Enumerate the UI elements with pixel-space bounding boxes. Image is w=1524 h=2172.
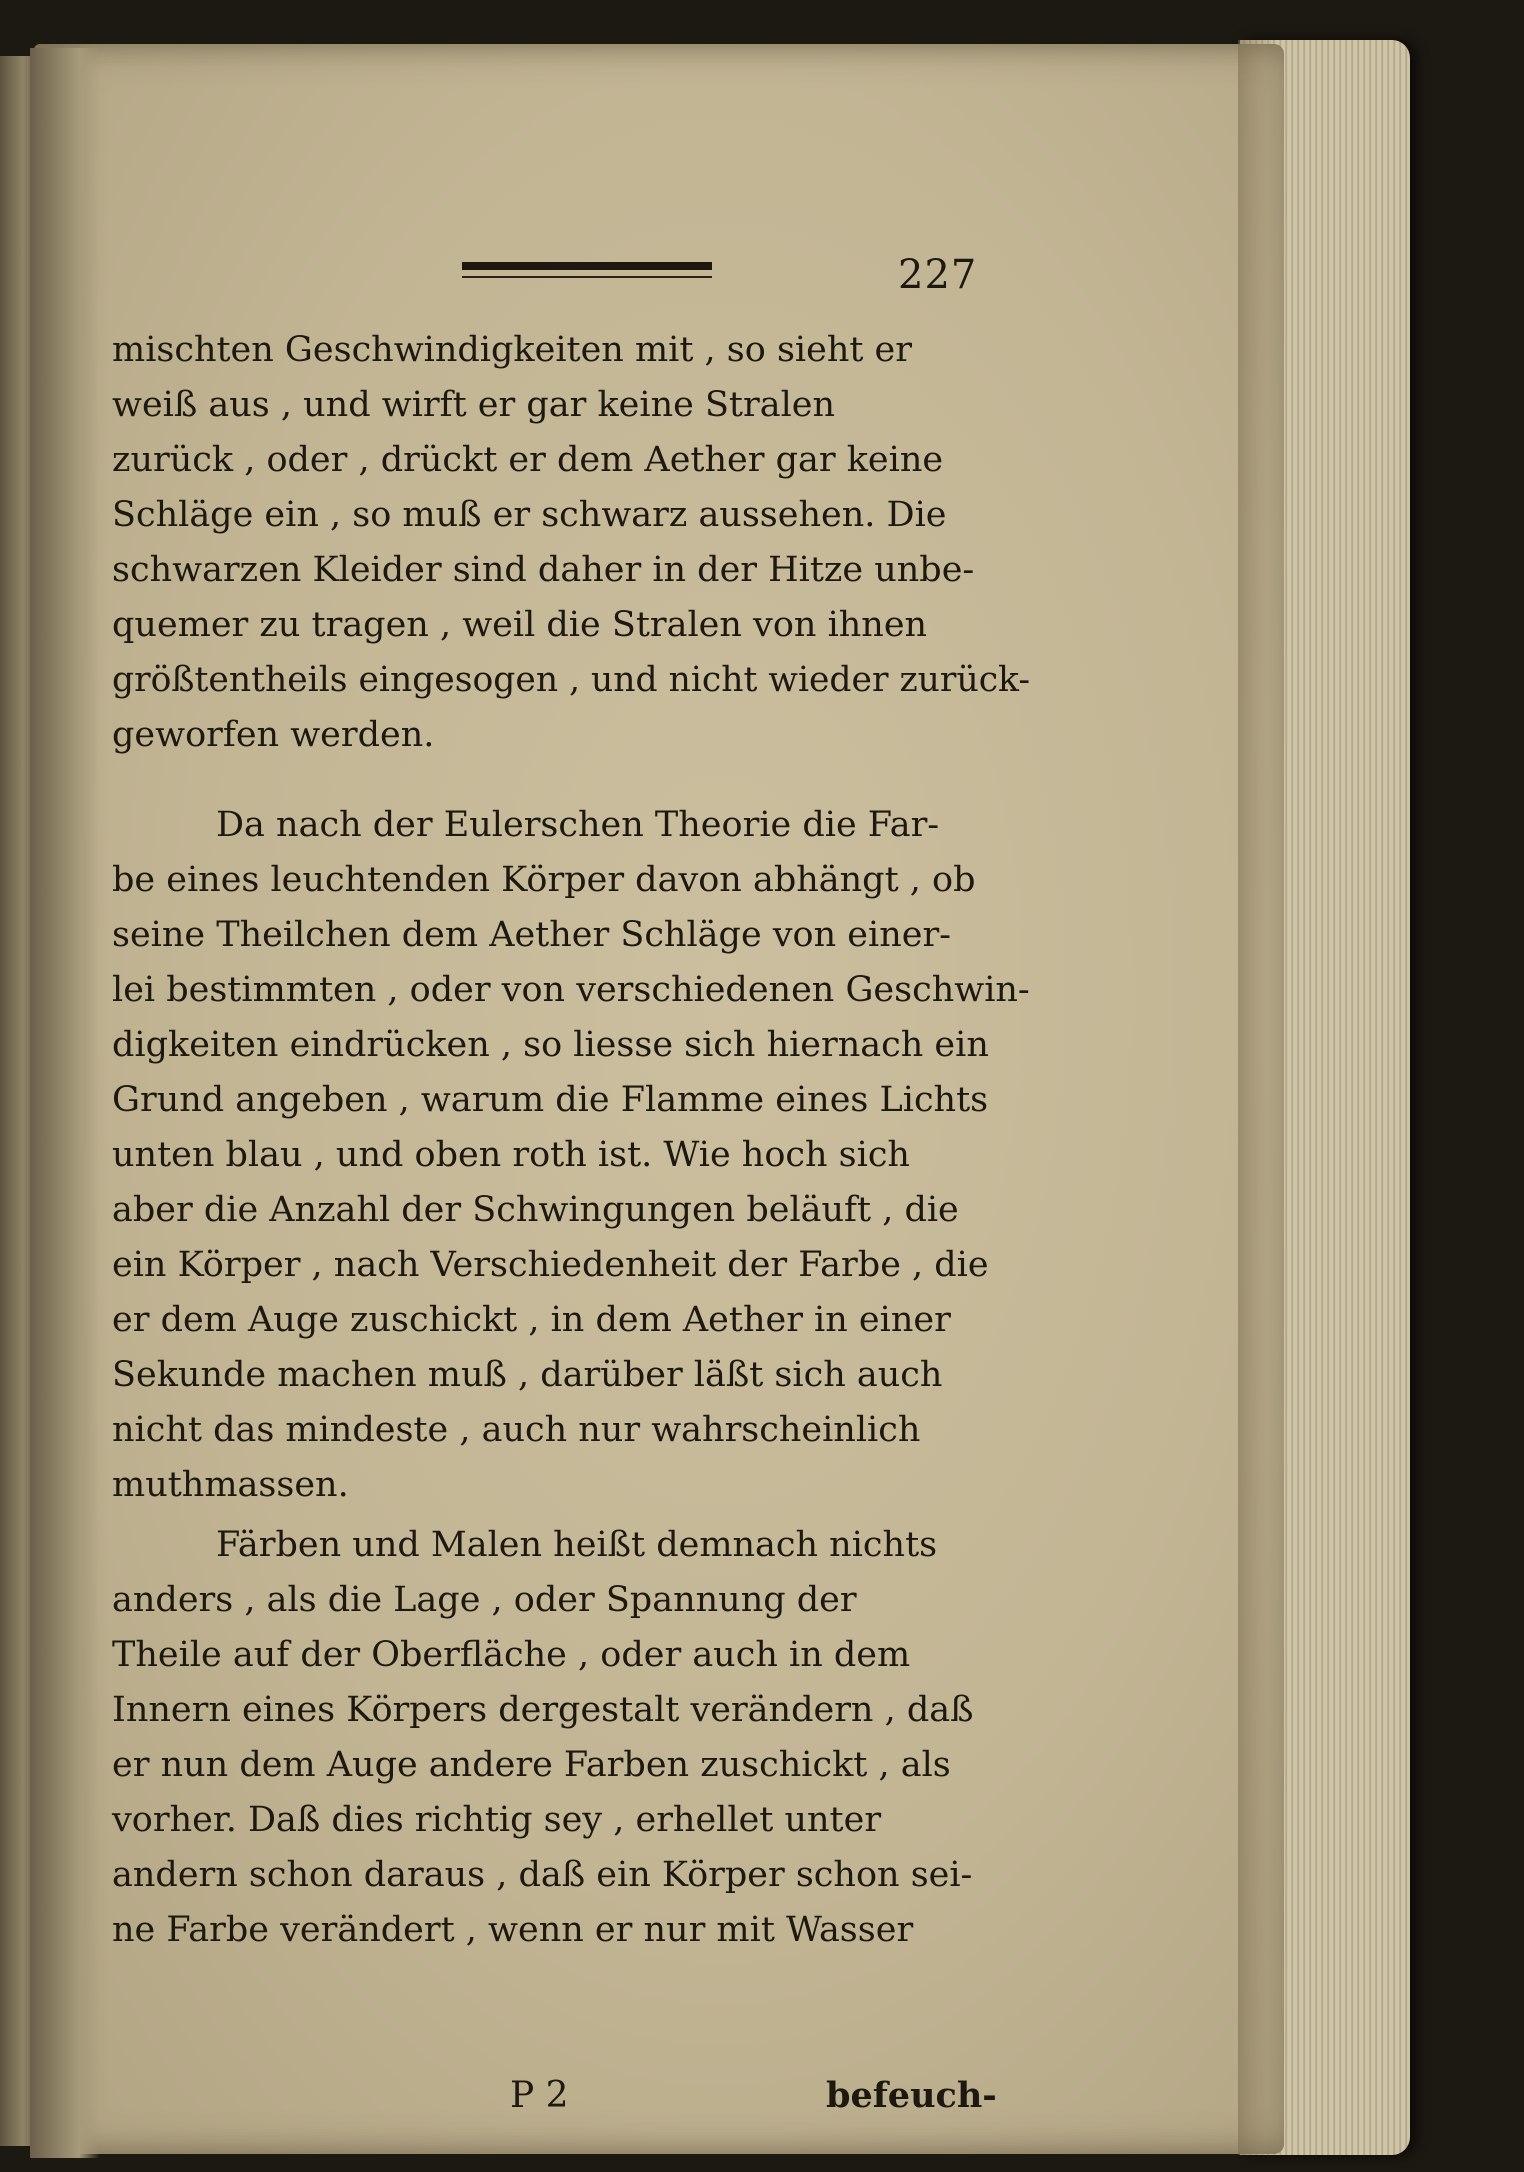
text-line: Theile auf der Oberfläche , oder auch in dem <box>112 1635 911 1675</box>
text-line: größtentheils eingesogen , und nicht wieder zurück- <box>112 660 1031 700</box>
text-line: zurück , oder , drückt er dem Aether gar keine <box>112 440 944 480</box>
catchword: befeuch- <box>826 2075 997 2116</box>
header-rule-thin <box>462 276 712 278</box>
text-line: vorher. Daß dies richtig sey , erhellet unter <box>112 1800 882 1840</box>
text-line: seine Theilchen dem Aether Schläge von einer- <box>112 915 952 955</box>
text-line: andern schon daraus , daß ein Körper schon sei- <box>112 1855 973 1895</box>
text-line: Innern eines Körpers dergestalt verändern , daß <box>112 1690 974 1730</box>
text-line: schwarzen Kleider sind daher in der Hitze unbe- <box>112 550 975 590</box>
text-line: er dem Auge zuschickt , in dem Aether in einer <box>112 1300 951 1340</box>
page-number: 227 <box>898 252 978 298</box>
text-line: lei bestimmten , oder von verschiedenen Geschwin- <box>112 970 1030 1010</box>
gutter-shadow <box>30 48 100 2158</box>
text-line: quemer zu tragen , weil die Stralen von ihnen <box>112 605 928 645</box>
text-line: mischten Geschwindigkeiten mit , so sieht er <box>112 330 912 370</box>
text-line: nicht das mindeste , auch nur wahrscheinlich <box>112 1410 921 1450</box>
signature-mark: P 2 <box>510 2075 569 2116</box>
text-line: er nun dem Auge andere Farben zuschickt , als <box>112 1745 951 1785</box>
header-rule <box>462 262 712 282</box>
text-line: Schläge ein , so muß er schwarz aussehen. Die <box>112 495 947 535</box>
text-line: weiß aus , und wirft er gar keine Stralen <box>112 385 836 425</box>
text-line: ne Farbe verändert , wenn er nur mit Wasser <box>112 1910 914 1950</box>
text-line: Da nach der Eulerschen Theorie die Far- <box>216 805 940 845</box>
header-rule-thick <box>462 262 712 270</box>
text-line: Grund angeben , warum die Flamme eines Lichts <box>112 1080 989 1120</box>
text-line: unten blau , und oben roth ist. Wie hoch sich <box>112 1135 910 1175</box>
text-line: geworfen werden. <box>112 715 435 755</box>
text-line: anders , als die Lage , oder Spannung der <box>112 1580 857 1620</box>
text-line: ein Körper , nach Verschiedenheit der Farbe , die <box>112 1245 989 1285</box>
text-line: muthmassen. <box>112 1465 349 1505</box>
text-line: aber die Anzahl der Schwingungen beläuft , die <box>112 1190 959 1230</box>
edge-shadow <box>1238 40 1278 2155</box>
text-line: Sekunde machen muß , darüber läßt sich auch <box>112 1355 943 1395</box>
text-line: digkeiten eindrücken , so liesse sich hiernach ein <box>112 1025 989 1065</box>
text-line: Färben und Malen heißt demnach nichts <box>216 1525 938 1565</box>
text-line: be eines leuchtenden Körper davon abhängt , ob <box>112 860 976 900</box>
